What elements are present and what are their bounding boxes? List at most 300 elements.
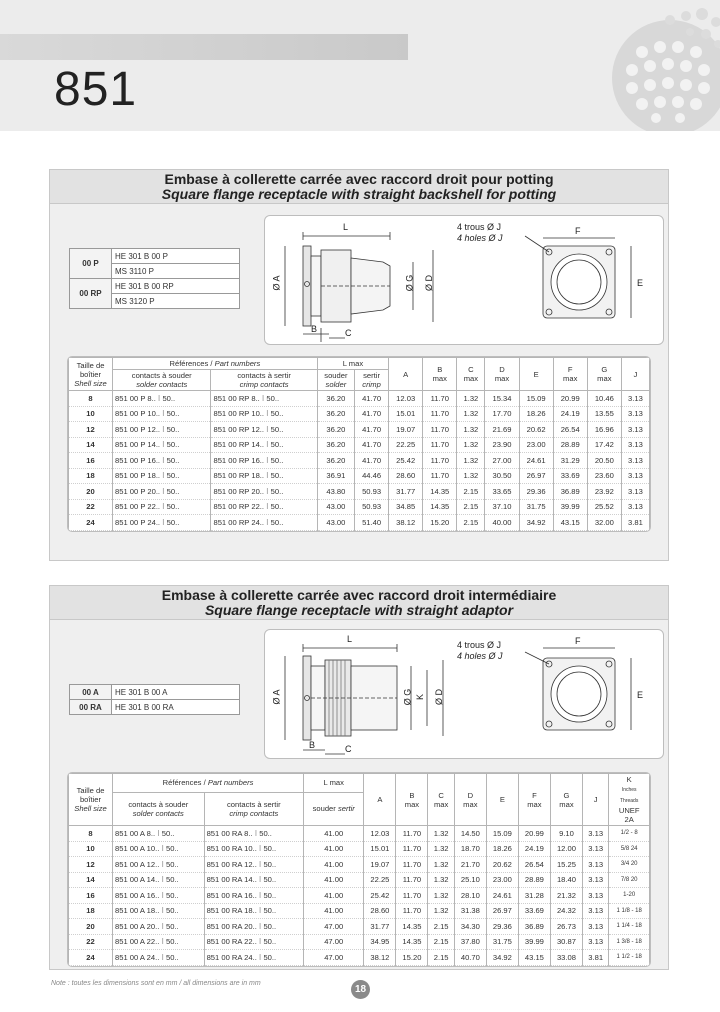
cell-g: 24.32	[550, 903, 582, 919]
cell-l: 41.00	[304, 857, 364, 873]
th-max: max	[527, 799, 542, 809]
th-b: B	[437, 365, 443, 374]
cell-lc: 44.46	[355, 468, 389, 484]
cell-j: 3.13	[621, 484, 649, 500]
cell-f: 24.19	[518, 841, 550, 857]
title-fr: Embase à collerette carrée avec raccord droit intermédiaire	[161, 587, 557, 603]
cell-lc: 41.70	[355, 453, 389, 469]
cell-a: 22.25	[389, 437, 423, 453]
cell-ls: 36.20	[317, 391, 354, 407]
cell-g: 18.40	[550, 872, 582, 888]
dim-label-g: Ø G	[404, 274, 415, 292]
cell-j: 3.13	[621, 406, 649, 422]
dimensions-table	[67, 356, 651, 532]
dim-label-e: E	[637, 690, 644, 700]
cell-d: 15.34	[485, 391, 519, 407]
footer-note: Note : toutes les dimensions sont en mm / all dimensions are in mm	[51, 980, 261, 987]
cell-e: 26.97	[486, 903, 518, 919]
cell-l: 47.00	[304, 950, 364, 966]
cell-size: 24	[69, 515, 113, 531]
cell-crimp: 851 00 RP 12.. ⁝ 50..	[211, 422, 317, 438]
cell-crimp: 851 00 RA 10.. ⁝ 50..	[204, 841, 303, 857]
cell-crimp: 851 00 RA 12.. ⁝ 50..	[204, 857, 303, 873]
th-j: J	[621, 358, 649, 391]
ref-value: HE 301 B 00 A	[112, 685, 240, 700]
cell-lc: 50.93	[355, 499, 389, 515]
page-number-badge: 18	[351, 980, 370, 999]
table-row	[69, 919, 650, 935]
cell-l: 47.00	[304, 919, 364, 935]
cell-size: 14	[69, 872, 113, 888]
cell-e: 26.97	[519, 468, 553, 484]
section-title	[50, 586, 668, 620]
cell-b: 11.70	[396, 888, 428, 904]
cell-d: 14.50	[454, 826, 486, 842]
th-f: F	[532, 790, 537, 800]
cell-a: 31.77	[389, 484, 423, 500]
cell-b: 11.70	[396, 872, 428, 888]
th-d: D	[467, 790, 474, 800]
cell-g: 20.50	[587, 453, 621, 469]
cell-b: 14.35	[396, 919, 428, 935]
cell-size: 18	[69, 468, 113, 484]
connector-dots-graphic	[520, 0, 720, 131]
cell-f: 26.54	[553, 422, 587, 438]
cell-a: 38.12	[364, 950, 396, 966]
cell-d: 23.90	[485, 437, 519, 453]
cell-c: 1.32	[457, 437, 485, 453]
dim-label-d: Ø D	[424, 274, 435, 292]
title-fr: Embase à collerette carrée avec raccord droit pour potting	[164, 171, 554, 187]
table-row	[69, 499, 650, 515]
cell-k: 3/4 20	[609, 857, 650, 873]
th-lmax: L max	[304, 774, 364, 793]
cell-j: 3.81	[582, 950, 608, 966]
cell-g: 12.00	[550, 841, 582, 857]
cell-g: 26.73	[550, 919, 582, 935]
cell-j: 3.13	[582, 903, 608, 919]
cell-ls: 36.91	[317, 468, 354, 484]
cell-crimp: 851 00 RA 16.. ⁝ 50..	[204, 888, 303, 904]
cell-c: 1.32	[428, 888, 454, 904]
cell-g: 33.08	[550, 950, 582, 966]
table-row	[69, 857, 650, 873]
th-k-sub2: Threads	[620, 798, 639, 804]
cell-f: 20.99	[553, 391, 587, 407]
cell-b: 11.70	[423, 453, 457, 469]
cell-e: 15.09	[486, 826, 518, 842]
header-stripe	[0, 34, 408, 60]
th-refs-fr: Références /	[162, 778, 206, 788]
cell-k: 7/8 20	[609, 872, 650, 888]
cell-b: 11.70	[396, 903, 428, 919]
cell-d: 21.69	[485, 422, 519, 438]
cell-size: 10	[69, 406, 113, 422]
th-c: C	[468, 365, 474, 374]
cell-crimp: 851 00 RA 22.. ⁝ 50..	[204, 934, 303, 950]
dimensions-table	[67, 772, 651, 967]
cell-f: 20.99	[518, 826, 550, 842]
cell-c: 1.32	[428, 857, 454, 873]
dim-label-e: E	[637, 278, 644, 288]
th-crimp-en: crimp contacts	[239, 380, 289, 389]
cell-solder: 851 00 A 18.. ⁝ 50..	[113, 903, 205, 919]
cell-size: 20	[69, 919, 113, 935]
cell-f: 24.19	[553, 406, 587, 422]
cell-a: 15.01	[364, 841, 396, 857]
cell-crimp: 851 00 RP 14.. ⁝ 50..	[211, 437, 317, 453]
cell-size: 16	[69, 888, 113, 904]
cell-j: 3.13	[582, 872, 608, 888]
cell-crimp: 851 00 RA 20.. ⁝ 50..	[204, 919, 303, 935]
th-refs-en: Part numbers	[207, 778, 254, 788]
cell-size: 16	[69, 453, 113, 469]
cell-c: 1.32	[457, 468, 485, 484]
cell-c: 1.32	[428, 872, 454, 888]
cell-a: 25.42	[389, 453, 423, 469]
cell-size: 20	[69, 484, 113, 500]
table-row	[69, 903, 650, 919]
title-en: Square flange receptacle with straight backshell for potting	[161, 186, 557, 202]
cell-k: 1 3/8 - 18	[609, 934, 650, 950]
cell-solder: 851 00 A 10.. ⁝ 50..	[113, 841, 205, 857]
th-max: max	[463, 374, 479, 383]
cell-a: 22.25	[364, 872, 396, 888]
cell-l: 41.00	[304, 872, 364, 888]
cell-f: 43.15	[518, 950, 550, 966]
cell-solder: 851 00 P 24.. ⁝ 50..	[113, 515, 211, 531]
th-l-solder-en: solder	[325, 380, 347, 389]
cell-f: 28.89	[553, 437, 587, 453]
cell-c: 2.15	[457, 515, 485, 531]
series-number: 851	[54, 63, 138, 116]
ref-code: 00 P	[70, 249, 112, 279]
cell-crimp: 851 00 RP 22.. ⁝ 50..	[211, 499, 317, 515]
cell-g: 30.87	[550, 934, 582, 950]
cell-c: 1.32	[457, 422, 485, 438]
dim-label-b: B	[309, 740, 316, 750]
cell-j: 3.13	[621, 468, 649, 484]
cell-solder: 851 00 A 14.. ⁝ 50..	[113, 872, 205, 888]
cell-a: 19.07	[364, 857, 396, 873]
cell-f: 28.89	[518, 872, 550, 888]
cell-j: 3.13	[582, 826, 608, 842]
cell-f: 31.29	[553, 453, 587, 469]
th-b: B	[409, 790, 415, 800]
standard-references	[69, 684, 240, 715]
cell-crimp: 851 00 RP 16.. ⁝ 50..	[211, 453, 317, 469]
cell-d: 40.00	[485, 515, 519, 531]
cell-c: 2.15	[428, 934, 454, 950]
holes-label-en: 4 holes Ø J	[457, 233, 503, 243]
table-row	[69, 826, 650, 842]
dim-label-a: Ø A	[271, 275, 282, 291]
cell-lc: 51.40	[355, 515, 389, 531]
cell-e: 24.61	[519, 453, 553, 469]
cell-crimp: 851 00 RA 24.. ⁝ 50..	[204, 950, 303, 966]
cell-b: 15.20	[423, 515, 457, 531]
th-solder-en: solder contacts	[136, 380, 188, 389]
th-k-sub4: 2A	[624, 815, 634, 824]
th-k: K	[626, 775, 632, 784]
dim-label-f: F	[575, 636, 581, 646]
cell-l: 41.00	[304, 903, 364, 919]
cell-ls: 36.20	[317, 437, 354, 453]
th-g: G	[601, 365, 608, 374]
cell-d: 31.38	[454, 903, 486, 919]
cell-solder: 851 00 P 10.. ⁝ 50..	[113, 406, 211, 422]
cell-g: 23.92	[587, 484, 621, 500]
cell-e: 23.00	[519, 437, 553, 453]
cell-a: 25.42	[364, 888, 396, 904]
table-row	[69, 872, 650, 888]
cell-e: 24.61	[486, 888, 518, 904]
cell-b: 11.70	[423, 406, 457, 422]
table-row	[69, 453, 650, 469]
table-row	[69, 841, 650, 857]
cell-j: 3.13	[621, 499, 649, 515]
cell-f: 26.54	[518, 857, 550, 873]
cell-a: 12.03	[364, 826, 396, 842]
th-a: A	[364, 774, 396, 826]
cell-k: 1-20	[609, 888, 650, 904]
table-row	[69, 406, 650, 422]
cell-solder: 851 00 A 24.. ⁝ 50..	[113, 950, 205, 966]
th-c: C	[438, 790, 444, 800]
cell-crimp: 851 00 RP 24.. ⁝ 50..	[211, 515, 317, 531]
cell-d: 21.70	[454, 857, 486, 873]
th-crimp-en: crimp contacts	[229, 808, 279, 818]
cell-k: 1 1/2 - 18	[609, 950, 650, 966]
th-solder-fr: contacts à souder	[131, 371, 192, 380]
cell-j: 3.13	[582, 919, 608, 935]
cell-a: 19.07	[389, 422, 423, 438]
th-shell-fr: Taille de boîtier	[76, 786, 105, 804]
cell-a: 15.01	[389, 406, 423, 422]
cell-crimp: 851 00 RP 10.. ⁝ 50..	[211, 406, 317, 422]
th-k-sub3: UNEF	[618, 806, 640, 815]
cell-ls: 43.80	[317, 484, 354, 500]
dim-label-g: Ø G	[402, 688, 413, 706]
cell-b: 11.70	[396, 826, 428, 842]
cell-b: 14.35	[423, 484, 457, 500]
ref-value: MS 3110 P	[112, 264, 240, 279]
cell-j: 3.13	[621, 437, 649, 453]
cell-e: 29.36	[519, 484, 553, 500]
cell-solder: 851 00 P 22.. ⁝ 50..	[113, 499, 211, 515]
dim-label-k: K	[415, 693, 426, 701]
technical-drawing	[264, 215, 664, 345]
cell-k: 1 1/4 - 18	[609, 919, 650, 935]
table-row	[69, 391, 650, 407]
cell-ls: 36.20	[317, 406, 354, 422]
cell-g: 15.25	[550, 857, 582, 873]
cell-lc: 41.70	[355, 391, 389, 407]
cell-j: 3.13	[621, 391, 649, 407]
cell-k: 1/2 - 8	[609, 826, 650, 842]
cell-crimp: 851 00 RA 14.. ⁝ 50..	[204, 872, 303, 888]
holes-label-fr: 4 trous Ø J	[457, 640, 502, 650]
dim-label-c: C	[345, 744, 352, 754]
cell-c: 2.15	[428, 919, 454, 935]
th-f: F	[567, 365, 573, 374]
cell-solder: 851 00 P 8.. ⁝ 50..	[113, 391, 211, 407]
table-row	[69, 934, 650, 950]
ref-value: MS 3120 P	[112, 294, 240, 309]
cell-size: 14	[69, 437, 113, 453]
title-en: Square flange receptacle with straight adaptor	[204, 602, 514, 618]
cell-g: 16.96	[587, 422, 621, 438]
cell-solder: 851 00 P 16.. ⁝ 50..	[113, 453, 211, 469]
cell-c: 1.32	[428, 841, 454, 857]
cell-a: 34.85	[389, 499, 423, 515]
cell-f: 39.99	[518, 934, 550, 950]
cell-e: 34.92	[519, 515, 553, 531]
th-max: max	[563, 374, 578, 383]
th-l-solder: souder	[324, 371, 348, 380]
cell-solder: 851 00 P 12.. ⁝ 50..	[113, 422, 211, 438]
th-max: max	[433, 799, 449, 809]
cell-d: 25.10	[454, 872, 486, 888]
cell-c: 1.32	[457, 453, 485, 469]
dim-label-a: Ø A	[271, 689, 282, 705]
cell-size: 8	[69, 826, 113, 842]
cell-f: 33.69	[553, 468, 587, 484]
cell-j: 3.81	[621, 515, 649, 531]
cell-c: 2.15	[457, 484, 485, 500]
section-title	[50, 170, 668, 204]
cell-d: 17.70	[485, 406, 519, 422]
cell-lc: 41.70	[355, 422, 389, 438]
cell-a: 31.77	[364, 919, 396, 935]
cell-k: 1 1/8 - 18	[609, 903, 650, 919]
th-e: E	[486, 774, 518, 826]
cell-a: 34.95	[364, 934, 396, 950]
table-row	[69, 437, 650, 453]
cell-g: 9.10	[550, 826, 582, 842]
cell-g: 17.42	[587, 437, 621, 453]
cell-solder: 851 00 A 16.. ⁝ 50..	[113, 888, 205, 904]
ref-code: 00 RA	[70, 700, 112, 715]
cell-d: 33.65	[485, 484, 519, 500]
dim-label-l: L	[347, 634, 353, 644]
dim-label-c: C	[345, 328, 352, 338]
th-g: G	[563, 790, 570, 800]
cell-c: 1.32	[457, 406, 485, 422]
cell-ls: 43.00	[317, 499, 354, 515]
cell-b: 15.20	[396, 950, 428, 966]
cell-crimp: 851 00 RP 18.. ⁝ 50..	[211, 468, 317, 484]
table-row	[69, 468, 650, 484]
cell-crimp: 851 00 RP 8.. ⁝ 50..	[211, 391, 317, 407]
dim-label-b: B	[311, 324, 318, 334]
cell-d: 37.80	[454, 934, 486, 950]
cell-solder: 851 00 A 8.. ⁝ 50..	[113, 826, 205, 842]
ref-code: 00 RP	[70, 279, 112, 309]
cell-d: 30.50	[485, 468, 519, 484]
cell-b: 11.70	[423, 422, 457, 438]
cell-a: 28.60	[364, 903, 396, 919]
cell-b: 11.70	[396, 841, 428, 857]
cell-g: 23.60	[587, 468, 621, 484]
cell-size: 22	[69, 934, 113, 950]
ref-value: HE 301 B 00 P	[112, 249, 240, 264]
cell-size: 12	[69, 857, 113, 873]
cell-size: 22	[69, 499, 113, 515]
cell-e: 29.36	[486, 919, 518, 935]
cell-f: 43.15	[553, 515, 587, 531]
cell-b: 11.70	[423, 468, 457, 484]
cell-ls: 36.20	[317, 453, 354, 469]
dim-label-f: F	[575, 226, 581, 236]
cell-b: 11.70	[423, 391, 457, 407]
cell-l: 41.00	[304, 888, 364, 904]
cell-e: 18.26	[486, 841, 518, 857]
ref-code: 00 A	[70, 685, 112, 700]
cell-lc: 41.70	[355, 406, 389, 422]
cell-size: 12	[69, 422, 113, 438]
cell-f: 39.99	[553, 499, 587, 515]
cell-e: 20.62	[486, 857, 518, 873]
cell-d: 18.70	[454, 841, 486, 857]
cell-size: 8	[69, 391, 113, 407]
cell-c: 1.32	[457, 391, 485, 407]
cell-lc: 41.70	[355, 437, 389, 453]
cell-size: 24	[69, 950, 113, 966]
cell-crimp: 851 00 RP 20.. ⁝ 50..	[211, 484, 317, 500]
th-refs-fr: Références /	[169, 359, 213, 368]
th-l-solder: souder	[312, 804, 336, 814]
cell-f: 33.69	[518, 903, 550, 919]
cell-g: 10.46	[587, 391, 621, 407]
cell-b: 14.35	[423, 499, 457, 515]
cell-c: 1.32	[428, 826, 454, 842]
cell-j: 3.13	[582, 888, 608, 904]
cell-c: 2.15	[457, 499, 485, 515]
th-lmax: L max	[317, 358, 388, 370]
cell-a: 12.03	[389, 391, 423, 407]
th-k-sub1: Inches	[621, 787, 637, 793]
cell-e: 18.26	[519, 406, 553, 422]
table-row	[69, 888, 650, 904]
cell-e: 20.62	[519, 422, 553, 438]
table-row	[69, 515, 650, 531]
th-shell-en: Shell size	[74, 378, 107, 388]
cell-g: 21.32	[550, 888, 582, 904]
cell-b: 11.70	[396, 857, 428, 873]
cell-solder: 851 00 P 18.. ⁝ 50..	[113, 468, 211, 484]
table-row	[69, 422, 650, 438]
cell-l: 47.00	[304, 934, 364, 950]
th-solder-en: solder contacts	[132, 808, 184, 818]
standard-references	[69, 248, 240, 309]
th-solder-fr: contacts à souder	[128, 799, 189, 809]
th-e: E	[519, 358, 553, 391]
cell-solder: 851 00 P 14.. ⁝ 50..	[113, 437, 211, 453]
cell-solder: 851 00 A 12.. ⁝ 50..	[113, 857, 205, 873]
th-max: max	[597, 374, 612, 383]
cell-j: 3.13	[582, 934, 608, 950]
th-max: max	[494, 374, 510, 383]
holes-label-fr: 4 trous Ø J	[457, 222, 502, 232]
cell-d: 27.00	[485, 453, 519, 469]
cell-e: 23.00	[486, 872, 518, 888]
cell-e: 31.75	[519, 499, 553, 515]
th-max: max	[559, 799, 574, 809]
cell-solder: 851 00 P 20.. ⁝ 50..	[113, 484, 211, 500]
cell-j: 3.13	[621, 422, 649, 438]
cell-ls: 43.00	[317, 515, 354, 531]
